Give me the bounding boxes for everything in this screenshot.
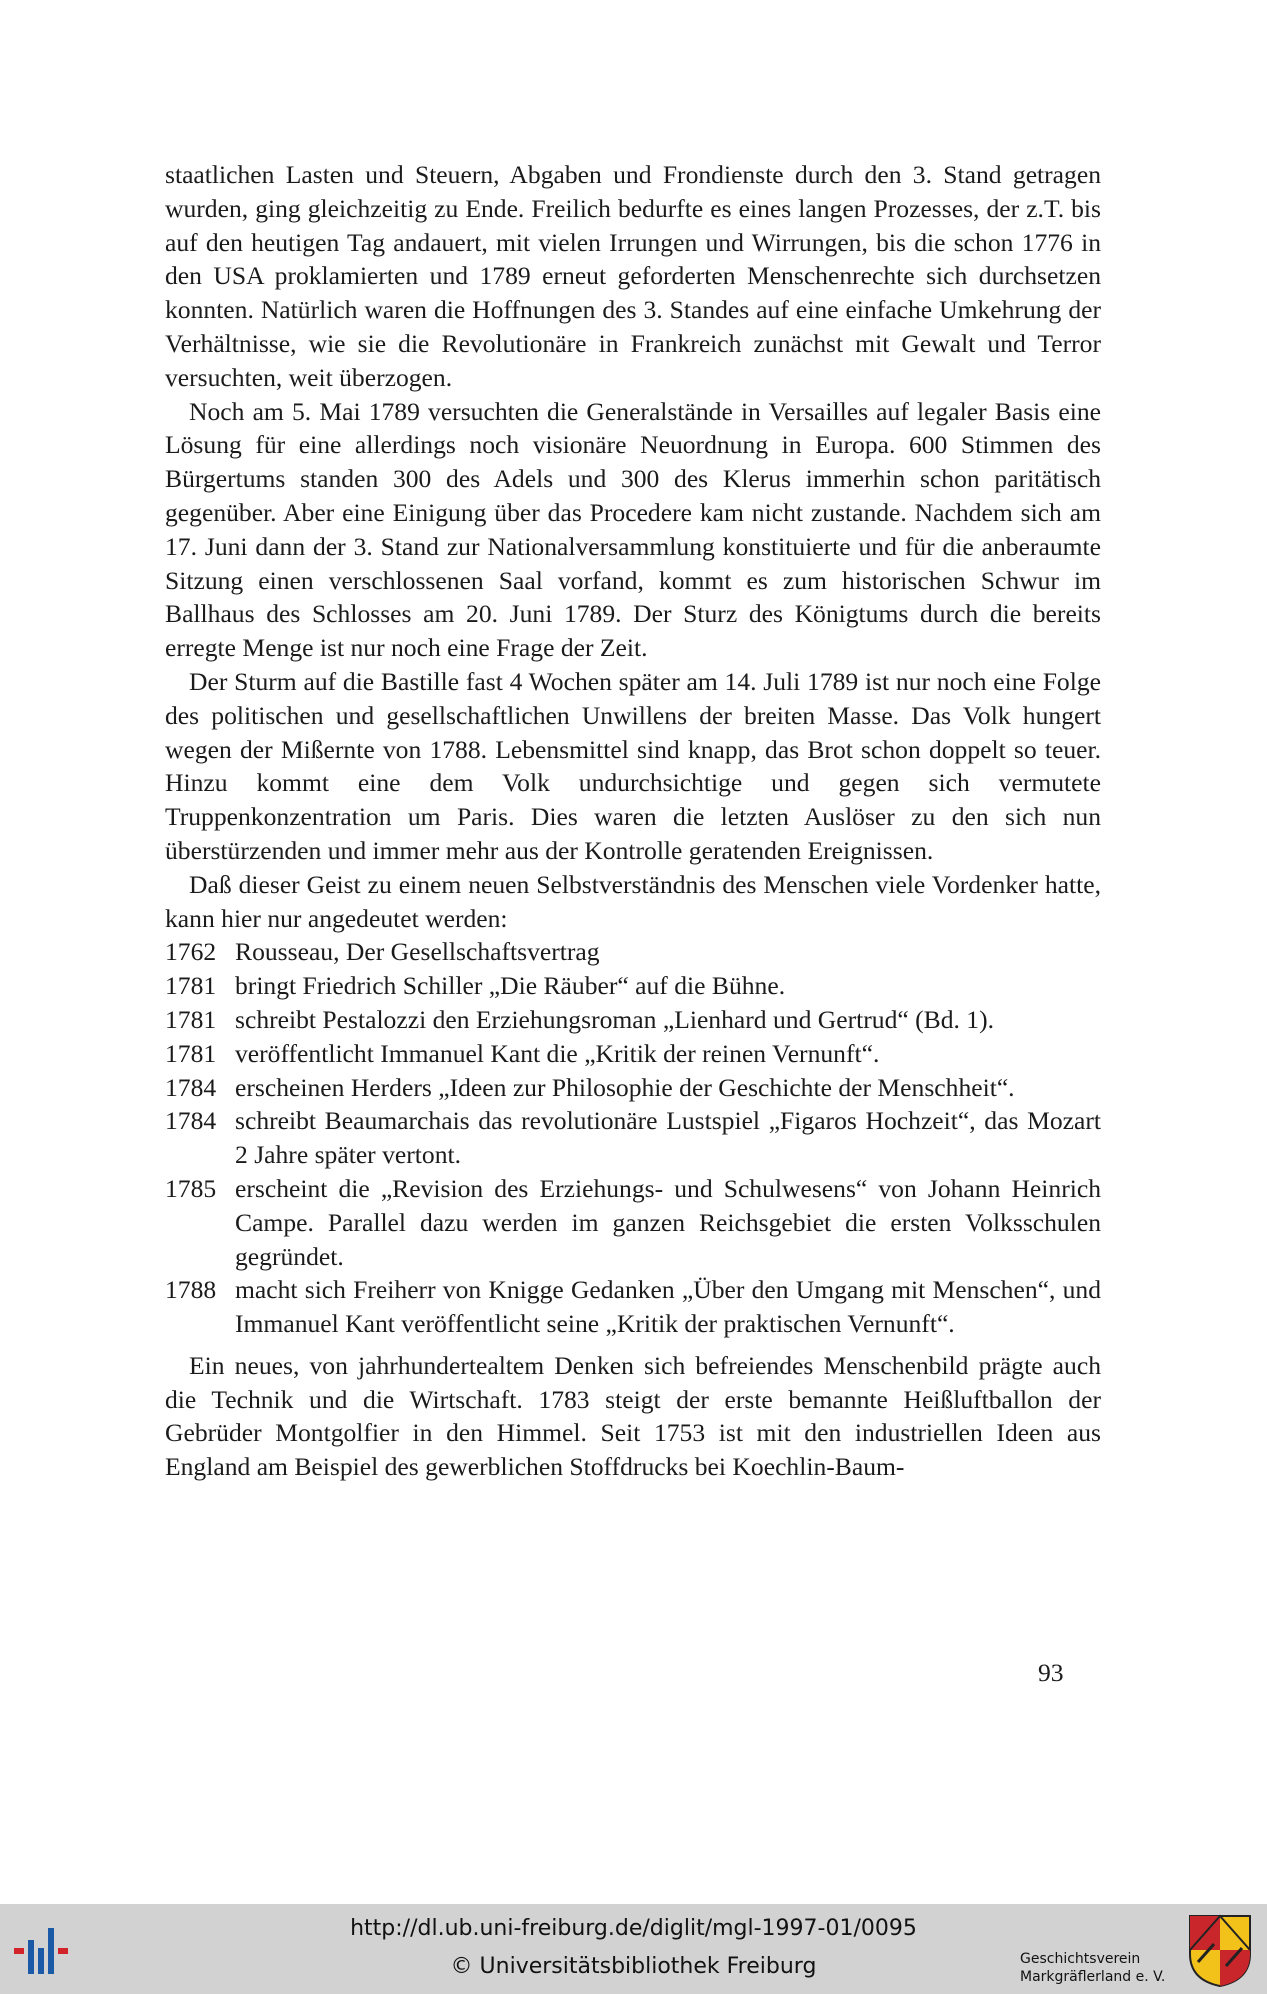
- chronology-item: [165, 1003, 1101, 1037]
- chronology-text: bringt Friedrich Schiller „Die Räuber“ auf die Bühne.: [235, 971, 786, 1001]
- paragraph-5: Ein neues, von jahrhundertealtem Denken sich befreiendes Menschenbild prägte auch die Technik und die Wirtschaft. 1783 steigt der erste bemannte Heißluftballon der Gebrüder Montgolfier in den Himmel. Seit 1753 ist mit den industriellen Ideen aus England am Beispiel des gewerblichen Stoffdrucks bei Koechlin-Baum-: [165, 1350, 1101, 1482]
- chronology-item: [165, 1104, 1101, 1172]
- paragraph-2: Noch am 5. Mai 1789 versuchten die Generalstände in Versailles auf legaler Basis eine Lösung für eine allerdings noch visionäre Neuordnung in Europa. 600 Stimmen des Bürgertums standen 300 des Adels und 300 des Klerus immerhin schon paritätisch gegenüber. Aber eine Einigung über das Procedere kam nicht zustande. Nachdem sich am 17. Juni dann der 3. Stand zur Nationalversammlung konstituierte und für die anberaumte Sitzung einen verschlossenen Saal vorfand, kommt es zum historischen Schwur im Ballhaus des Schlosses am 20. Juni 1789. Der Sturz des Königtums durch die bereits erregte Menge ist nur noch eine Frage der Zeit.: [165, 396, 1101, 663]
- chronology-item: [165, 1172, 1101, 1273]
- page-number: 93: [1038, 1658, 1064, 1687]
- chronology-year: 1785: [165, 1173, 217, 1203]
- viewer-footer: [0, 1904, 1267, 1994]
- chronology-year: 1788: [165, 1275, 217, 1305]
- chronology-text: veröffentlicht Immanuel Kant die „Kritik der reinen Vernunft“.: [235, 1038, 880, 1068]
- paragraph-1: staatlichen Lasten und Steuern, Abgaben und Frondienste durch den 3. Stand getragen wurden, ging gleichzeitig zu Ende. Freilich bedurfte es eines langen Prozesses, der z.T. bis auf den heutigen Tag andauert, mit vielen Irrungen und Wirrungen, bis die schon 1776 in den USA proklamierten und 1789 erneut geforderten Menschenrechte sich durchsetzen konnten. Natürlich waren die Hoffnungen des 3. Standes auf eine einfache Umkehrung der Verhältnisse, wie sie die Revolutionäre in Frankreich zunächst mit Gewalt und Terror versuchten, weit überzogen.: [165, 160, 1101, 392]
- chronology-list: [165, 935, 1101, 1341]
- chronology-text: erscheinen Herders „Ideen zur Philosophie der Geschichte der Menschheit“.: [235, 1072, 1015, 1102]
- paragraph-3: Der Sturm auf die Bastille fast 4 Wochen später am 14. Juli 1789 ist nur noch eine Folge des politischen und gesellschaftlichen Unwillens der breiten Masse. Das Volk hungert wegen der Mißernte von 1788. Lebensmittel sind knapp, das Brot schon doppelt so teuer. Hinzu kommt eine dem Volk undurchsichtige und gegen sich vermutete Truppenkonzentration um Paris. Dies waren die letzten Auslöser zu den sich nun überstürzenden und immer mehr aus der Kontrolle geratenden Ereignissen.: [165, 666, 1101, 865]
- chronology-item: [165, 1273, 1101, 1341]
- chronology-item: [165, 1071, 1101, 1105]
- chronology-year: 1762: [165, 937, 217, 967]
- chronology-year: 1784: [165, 1106, 217, 1136]
- paragraph-4: Daß dieser Geist zu einem neuen Selbstverständnis des Menschen viele Vordenker hatte, kann hier nur angedeutet werden:: [165, 869, 1101, 933]
- chronology-text: schreibt Beaumarchais das revolutionäre Lustspiel „Figaros Hochzeit“, das Mozart 2 Jahre später vertont.: [235, 1106, 1101, 1170]
- society-name-line: Geschichtsverein: [1020, 1951, 1141, 1967]
- chronology-text: erscheint die „Revision des Erziehungs- und Schulwesens“ von Johann Heinrich Campe. Parallel dazu werden im ganzen Reichsgebiet die ersten Volksschulen gegründet.: [235, 1173, 1101, 1271]
- chronology-item: [165, 969, 1101, 1003]
- permalink-url[interactable]: http://dl.ub.uni-freiburg.de/diglit/mgl-1997-01/0095: [350, 1916, 917, 1941]
- page-body: [165, 158, 1101, 1484]
- chronology-year: 1781: [165, 1004, 217, 1034]
- coat-of-arms-icon: [1188, 1914, 1252, 1988]
- copyright-text: © Universitätsbibliothek Freiburg: [450, 1954, 817, 1979]
- society-name-line: Markgräflerland e. V.: [1020, 1969, 1166, 1985]
- chronology-text: Rousseau, Der Gesellschaftsvertrag: [235, 937, 600, 967]
- chronology-year: 1781: [165, 971, 217, 1001]
- chronology-text: schreibt Pestalozzi den Erziehungsroman „Lienhard und Gertrud“ (Bd. 1).: [235, 1004, 995, 1034]
- chronology-item: [165, 935, 1101, 969]
- chronology-year: 1781: [165, 1038, 217, 1068]
- chronology-year: 1784: [165, 1072, 217, 1102]
- chronology-text: macht sich Freiherr von Knigge Gedanken „Über den Umgang mit Menschen“, und Immanuel Kant veröffentlicht seine „Kritik der praktischen Vernunft“.: [235, 1275, 1101, 1339]
- chronology-item: [165, 1037, 1101, 1071]
- society-name: [1020, 1950, 1165, 1986]
